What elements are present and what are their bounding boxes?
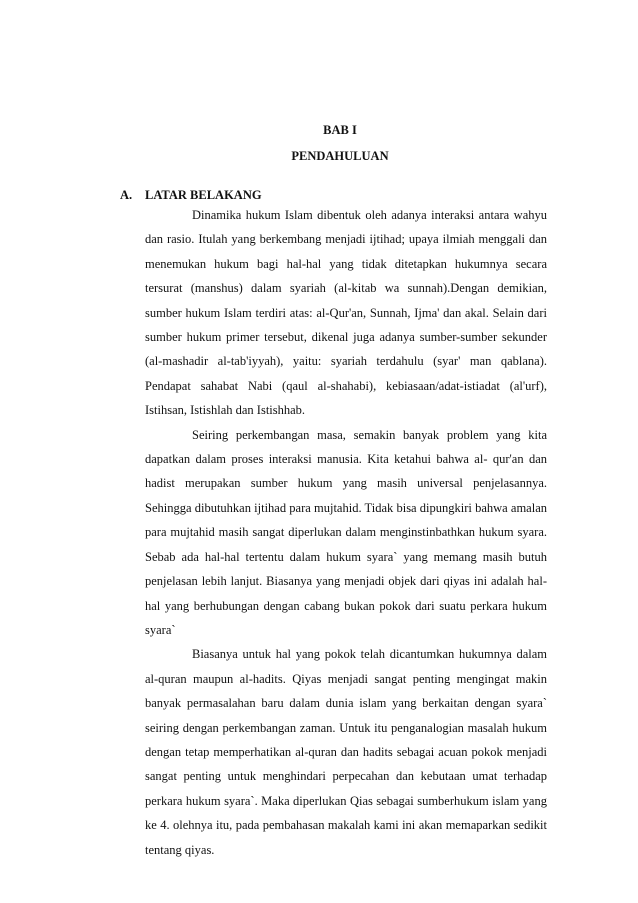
section-heading [120,187,262,203]
chapter-title: PENDAHULUAN [291,149,389,163]
paragraph: Dinamika hukum Islam dibentuk oleh adanya interaksi antara wahyu dan rasio. Itulah yang berkembang menjadi ijtihad; upaya ilmiah menggali dan menemukan hukum bagi hal-hal yang tidak ditetapkan hukumnya secara tersurat (manshus) dalam syariah (al-kitab wa sunnah).Dengan demikian, sumber hukum Islam terdiri atas: al-Qur'an, Sunnah, Ijma' dan akal. Selain dari sumber hukum primer tersebut, dikenal juga adanya sumber-sumber sekunder (al-mashadir al-tab'iyyah), yaitu: syariah terdahulu (syar' man qablana). Pendapat sahabat Nabi (qaul al-shahabi), kebiasaan/adat-istiadat (al'urf), Istihsan, Istishlah dan Istishhab. [145,208,547,418]
paragraph: Seiring perkembangan masa, semakin banyak problem yang kita dapatkan dalam proses interaksi manusia. Kita ketahui bahwa al- qur'an dan hadist merupakan sumber hukum yang masih universal penjelasannya. Sehingga dibutuhkan ijtihad para mujtahid. Tidak bisa dipungkiri bahwa amalan para mujtahid masih sangat diperlukan dalam menginstinbathkan hukum syara. Sebab ada hal-hal tertentu dalam hukum syara` yang memang masih butuh penjelasan lebih lanjut. Biasanya yang menjadi objek dari qiyas ini adalah hal-hal yang berhubungan dengan cabang bukan pokok dari suatu perkara hukum syara` [145,427,547,637]
section-number: A. [120,188,133,202]
body-text [145,203,547,862]
chapter-label: BAB I [323,123,357,137]
section-title: LATAR BELAKANG [145,188,262,202]
paragraph: Biasanya untuk hal yang pokok telah dicantumkan hukumnya dalam al-quran maupun al-hadits. Qiyas menjadi sangat penting mengingat makin banyak permasalahan baru dalam dunia islam yang berkaitan dengan syara` seiring dengan perkembangan zaman. Untuk itu penganalogian masalah hukum dengan tetap memperhatikan al-quran dan hadits sebagai acuan pokok menjadi sangat penting untuk menghindari perpecahan dan kebutaan umat terhadap perkara hukum syara`. Maka diperlukan Qias sebagai sumberhukum islam yang ke 4. olehnya itu, pada pembahasan makalah kami ini akan memaparkan sedikit tentang qiyas. [145,647,547,857]
